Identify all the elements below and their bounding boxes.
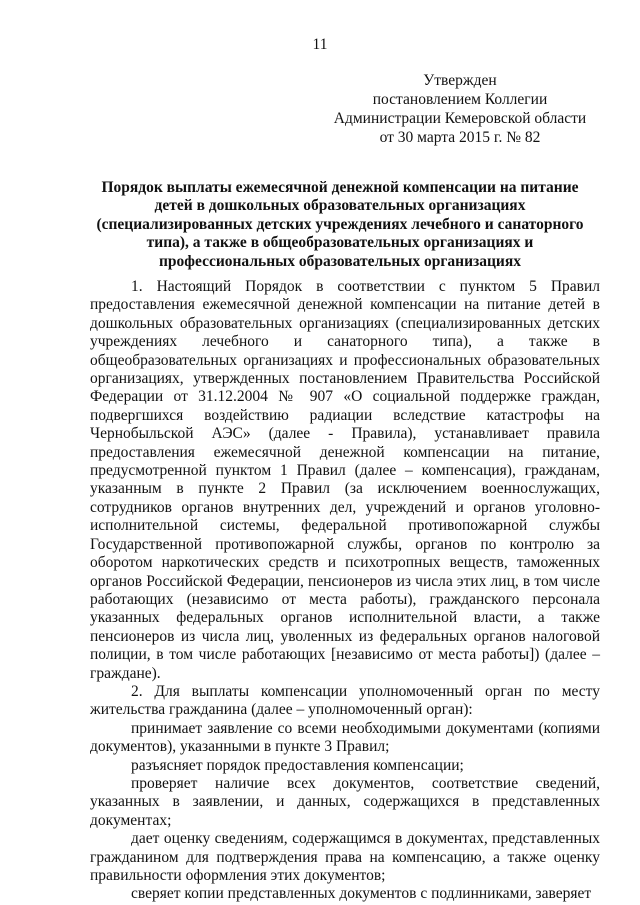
- title-line: Порядок выплаты ежемесячной денежной компенсации на питание: [101, 179, 579, 196]
- document-title: [80, 179, 600, 271]
- paragraph: разъясняет порядок предоставления компенсации;: [131, 756, 464, 774]
- title-line: типа), а также в общеобразовательных организациях и: [146, 234, 534, 252]
- approval-line: постановлением Коллегии: [372, 91, 548, 108]
- paragraph: 2. Для выплаты компенсации уполномоченный орган по месту жительства гражданина (далее – уполномоченный орган):: [90, 682, 600, 719]
- approval-line: от 30 марта 2015 г. № 82: [379, 129, 541, 146]
- paragraph: проверяет наличие всех документов, соответствие сведений, указанных в заявлении, и данных, содержащихся в представленных документах;: [90, 774, 600, 829]
- approval-line: Утвержден: [423, 72, 497, 89]
- paragraph: сверяет копии представленных документов с подлинниками, заверяет: [131, 885, 592, 903]
- title-line: профессиональных образовательных организациях: [158, 252, 522, 270]
- title-line: детей в дошкольных образовательных организациях: [154, 197, 526, 215]
- paragraph: дает оценку сведениям, содержащимся в документах, представленных гражданином для подтверждения права на компенсацию, а также оценку правильности оформления этих документов;: [90, 830, 600, 884]
- document-body: [90, 278, 600, 904]
- paragraph: 1. Настоящий Порядок в соответствии с пунктом 5 Правил предоставления ежемесячной денежной компенсации на питание детей в дошкольных образовательных организациях (специализированных детских учреждениях лечебного и санаторного типа), а также в общеобразовательных организациях и профессиональных образовательных организациях, утвержденных постановлением Правительства Российской Федерации от 31.12.2004 № 907 «О социальной поддержке граждан, подвергшихся воздействию радиации вследствие катастрофы на Чернобыльской АЭС» (далее - Правила), устанавливает правила предоставления ежемесячной денежной компенсации на питание, предусмотренной пунктом 1 Правил (далее – компенсация), гражданам, указанным в пункте 2 Правил (за исключением военнослужащих, сотрудников органов внутренних дел, учреждений и органов уголовно-исполнительной системы, федеральной противопожарной службы Государственной противопожарной службы, органов по контролю за оборотом наркотических средств и психотропных веществ, таможенных органов Российской Федерации, пенсионеров из числа этих лиц, в том числе работающих (независимо от места работы), гражданского персонала указанных федеральных органов исполнительной власти, а также пенсионеров из числа лиц, уволенных из федеральных органов налоговой полиции, в том числе работающих [независимо от места работы]) (далее – граждане).: [90, 278, 600, 682]
- approval-stamp-block: [316, 71, 604, 147]
- page-number: 11: [312, 36, 328, 53]
- approval-line: Администрации Кемеровской области: [333, 110, 587, 127]
- paragraph: принимает заявление со всеми необходимыми документами (копиями документов), указанными в пункте 3 Правил;: [90, 719, 600, 756]
- title-line: (специализированных детских учреждениях лечебного и санаторного: [96, 215, 584, 233]
